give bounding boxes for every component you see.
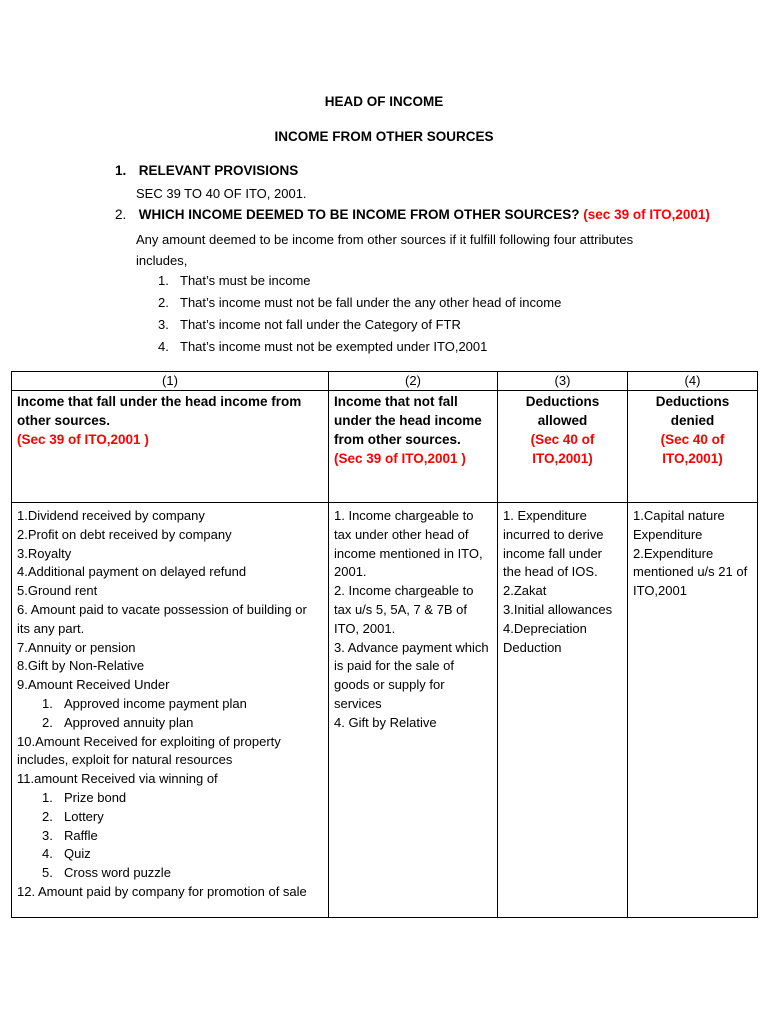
section-1-number: 1.	[115, 163, 127, 178]
list-item: 5. Cross word puzzle	[42, 865, 171, 881]
list-item: 3. That’s income not fall under the Category of FTR	[158, 317, 461, 332]
column-header: Deductions denied (Sec 40 of ITO,2001)	[628, 391, 758, 503]
list-item: 4. That’s income must not be exempted under ITO,2001	[158, 339, 488, 354]
column-number: (4)	[628, 372, 758, 391]
column-number: (3)	[498, 372, 628, 391]
attributes-list	[158, 272, 561, 360]
table-row	[12, 503, 758, 918]
document-title: HEAD OF INCOME	[324, 94, 444, 109]
section-1-title: RELEVANT PROVISIONS	[138, 163, 299, 178]
section-2-heading	[115, 207, 710, 222]
column-header-row	[12, 391, 758, 503]
section-2-reference: (sec 39 of ITO,2001)	[583, 207, 710, 222]
income-excluded-cell: 1. Income chargeable to tax under other head of income mentioned in ITO, 2001. 2. Income chargeable to tax u/s 5, 5A, 7 & 7B of ITO, 2001. 3. Advance payment which is paid for the sale of goods or supply for services 4. Gift by Relative	[329, 503, 498, 918]
document-subtitle: INCOME FROM OTHER SOURCES	[274, 129, 494, 144]
column-number: (2)	[329, 372, 498, 391]
list-item: 1. Prize bond	[42, 789, 127, 805]
column-number-row	[12, 372, 758, 391]
list-item: 3. Raffle	[42, 827, 98, 843]
section-2-title: WHICH INCOME DEEMED TO BE INCOME FROM OTHER SOURCES?	[138, 207, 580, 222]
list-item: 1. Approved income payment plan	[42, 695, 247, 711]
deductions-denied-cell: 1.Capital nature Expenditure 2.Expenditure mentioned u/s 21 of ITO,2001	[628, 503, 758, 918]
column-header: Income that fall under the head income from other sources. (Sec 39 of ITO,2001 )	[12, 391, 329, 503]
list-item: 4. Quiz	[42, 846, 91, 862]
column-header: Income that not fall under the head income from other sources. (Sec 39 of ITO,2001 )	[329, 391, 498, 503]
column-header: Deductions allowed (Sec 40 of ITO,2001)	[498, 391, 628, 503]
section-2-number: 2.	[115, 207, 127, 222]
list-item: 2. That’s income must not be fall under the any other head of income	[158, 295, 562, 310]
section-1-heading	[115, 163, 298, 178]
section-1-text: SEC 39 TO 40 OF ITO, 2001.	[136, 186, 307, 201]
deductions-allowed-cell: 1. Expenditure incurred to derive income fall under the head of IOS. 2.Zakat 3.Initial allowances 4.Depreciation Deduction	[498, 503, 628, 918]
list-item: 2. Approved annuity plan	[42, 714, 194, 730]
income-included-cell: 1.Dividend received by company 2.Profit on debt received by company 3.Royalty 4.Additional payment on delayed refund 5.Ground rent 6. Amount paid to vacate possession of building or its any part. 7.Annuity or pension 8.Gift by Non-Relative 9.Amount Received Under 1. Approved income payment plan 2. Approved annuity plan 10.Amount Received for exploiting of property includes, exploit for natural resources 11.amount Received via winning of 1. Prize bond 2. Lottery 3. Raffle 4. Quiz 5. Cross word puzzle 12. Amount paid by company for promotion of sale	[12, 503, 329, 918]
column-number: (1)	[12, 372, 329, 391]
list-item: 2. Lottery	[42, 808, 104, 824]
section-2-text: Any amount deemed to be income from other sources if it fulfill following four attributes includes,	[136, 232, 634, 268]
income-table	[11, 371, 758, 918]
list-item: 1. That’s must be income	[158, 273, 311, 288]
